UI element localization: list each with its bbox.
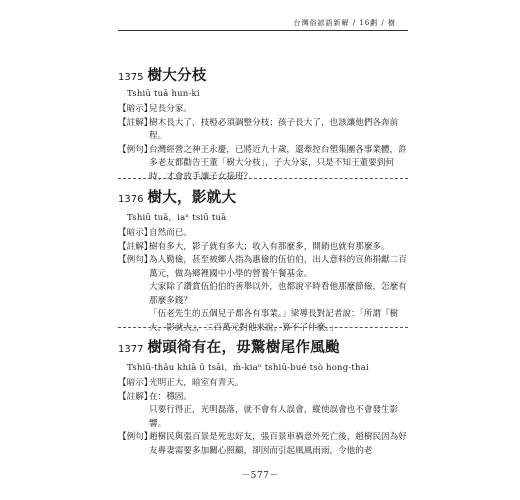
entry-row-note bbox=[118, 117, 408, 144]
entry-separator bbox=[118, 178, 408, 179]
row-text: 趙樹民與張百景是死忠好友，張百景車禍意外死亡後，趙樹民因為好友專妻需要多加關心照顧，卻因而引起風風雨雨，令他的老 bbox=[149, 432, 407, 456]
row-text: 為人勤儉，甚至被鄉人指為惠儉的伍伯伯，出人意料的宣佈捐獻二百萬元，做為鄉裡國中小學的營養午餐基金。 bbox=[149, 255, 407, 279]
entry-heading bbox=[118, 336, 408, 357]
row-tag: 【註解】 bbox=[118, 391, 153, 402]
entry-row-hint bbox=[118, 377, 408, 391]
row-text: 樹有多大，影子就有多大；收入有那麼多，開銷也就有那麼多。 bbox=[149, 241, 390, 252]
entry-row-note bbox=[118, 391, 408, 432]
entry-title: 樹大分枝 bbox=[147, 68, 207, 84]
entry-separator bbox=[118, 327, 408, 328]
running-header: 台灣俗諺語新解 / 16劃 / 樹 bbox=[293, 19, 396, 27]
row-tag: 【註解】 bbox=[118, 117, 153, 128]
entry-row-hint bbox=[118, 227, 408, 241]
entry-romanization: Tshiū tuā hun-ki bbox=[127, 89, 200, 99]
entry-title: 樹大，影就大 bbox=[147, 190, 237, 206]
entry-number: 1376 bbox=[118, 194, 144, 205]
row-tag: 【例句】 bbox=[118, 144, 153, 155]
row-tag: 【暗示】 bbox=[118, 104, 153, 114]
row-tag: 【暗示】 bbox=[118, 378, 153, 388]
entry-row-example bbox=[118, 431, 408, 458]
entry-title: 樹頭徛有在，毋驚樹尾作風颱 bbox=[147, 340, 340, 356]
entry-row-note bbox=[118, 241, 408, 255]
entry-romanization: Tshiū tuā，iaⁿ tsiū tuā bbox=[127, 213, 227, 223]
entry-number: 1375 bbox=[118, 72, 144, 83]
page-number: －577－ bbox=[241, 471, 279, 481]
row-text: 樹木長大了，枝椏必須調整分枝；孩子長大了，也該讓他們各奔前程。 bbox=[149, 117, 399, 141]
row-text: 大家除了讚賞伍伯伯的善舉以外，也都說平時看他那麼節儉，怎麼有那麼多錢？ bbox=[149, 282, 407, 306]
row-tag: 【例句】 bbox=[118, 255, 153, 265]
entry-row-example bbox=[118, 254, 408, 335]
header-rule bbox=[118, 30, 408, 31]
row-text: 自然而已。 bbox=[149, 228, 192, 238]
row-text: 台灣經營之神王永慶，已將近九十歲，還牽控台塑集團各事業體，許多老友都勸告王董「樹大分枝」，子大分家，只是不知王董要到何時，才會放手讓子女接班？ bbox=[149, 144, 407, 182]
entry-1377 bbox=[118, 336, 408, 458]
row-text: 只要行得正，光明磊落，就不會有人誤會，縱使誤會也不會發生影響。 bbox=[149, 405, 399, 429]
entry-1376 bbox=[118, 186, 408, 335]
row-text: 在：穩固。 bbox=[149, 391, 192, 402]
row-tag: 【註解】 bbox=[118, 241, 153, 252]
row-text: 「伍老先生的五個兒子都各有事業。」梁導長對記者說：「所謂『樹大，影就大』，二百萬元對他來說，算不了什麼。」 bbox=[149, 309, 399, 333]
row-tag: 【暗示】 bbox=[118, 228, 153, 238]
entry-romanization: Tshiū-thâu khiā ū tsāi，m̄-kiaⁿ tshiū-bué tsò hong-thai bbox=[127, 363, 369, 373]
entry-heading bbox=[118, 64, 408, 85]
row-text: 兒長分家。 bbox=[149, 104, 192, 114]
entry-row-hint bbox=[118, 103, 408, 117]
entry-1375 bbox=[118, 64, 408, 184]
entry-heading bbox=[118, 186, 408, 207]
row-text: 光明正大，暗室有青天。 bbox=[149, 378, 244, 388]
row-tag: 【例句】 bbox=[118, 432, 153, 442]
entry-number: 1377 bbox=[118, 344, 144, 355]
